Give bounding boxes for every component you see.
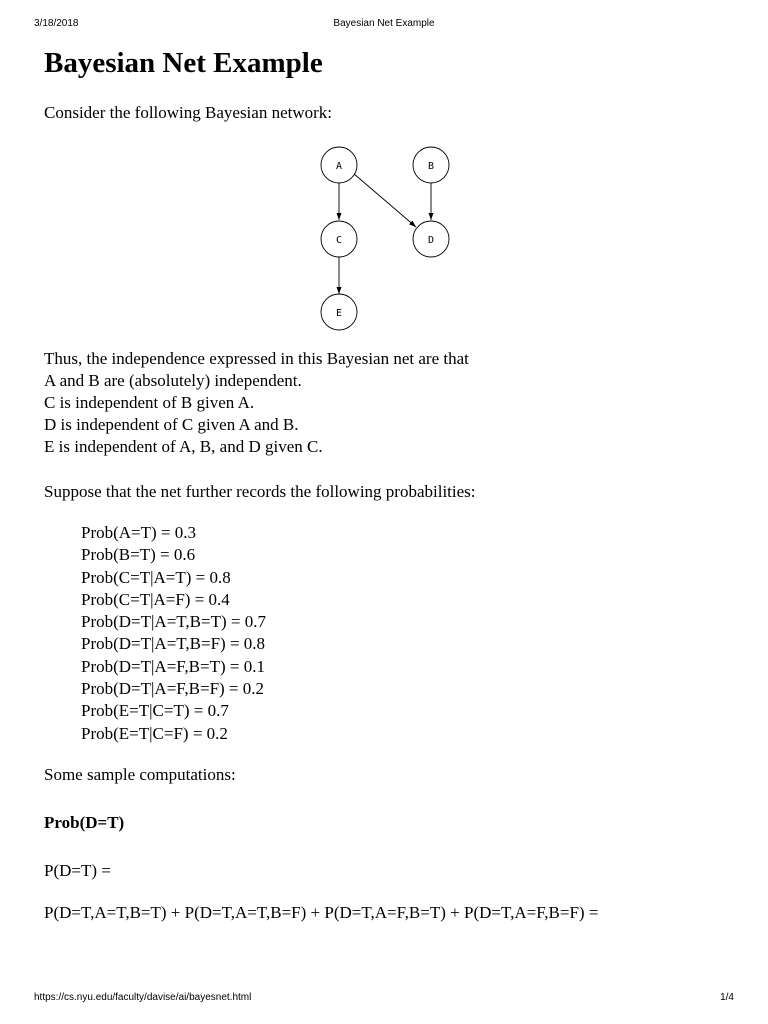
svg-text:C: C xyxy=(335,235,343,246)
node-a xyxy=(321,147,357,183)
print-title: Bayesian Net Example xyxy=(333,18,435,29)
probability-item: Prob(D=T|A=T,B=F) = 0.8 xyxy=(81,634,266,654)
node-d xyxy=(413,221,449,257)
print-footer xyxy=(0,992,768,1006)
probability-item: Prob(C=T|A=F) = 0.4 xyxy=(81,589,230,609)
edge-a-d xyxy=(353,173,416,227)
svg-text:E: E xyxy=(335,308,343,319)
probability-item: Prob(D=T|A=T,B=T) = 0.7 xyxy=(81,612,266,632)
suppose-paragraph: Suppose that the net further records the following probabilities: xyxy=(44,482,476,501)
page-title: Bayesian Net Example xyxy=(44,47,323,79)
independence-line: E is independent of A, B, and D given C. xyxy=(44,437,323,456)
independence-line: Thus, the independence expressed in this Bayesian net are that xyxy=(44,349,469,368)
probability-item: Prob(C=T|A=T) = 0.8 xyxy=(81,567,231,587)
network-svg xyxy=(314,144,454,334)
svg-text:D: D xyxy=(427,235,435,246)
node-e xyxy=(321,294,357,330)
pdt-line: P(D=T) = xyxy=(44,861,111,880)
probability-item: Prob(D=T|A=F,B=F) = 0.2 xyxy=(81,679,265,699)
probability-item: Prob(D=T|A=F,B=T) = 0.1 xyxy=(81,656,265,676)
print-header xyxy=(0,18,768,32)
print-page-number: 1/4 xyxy=(720,992,734,1003)
node-c xyxy=(321,221,357,257)
probability-item: Prob(E=T|C=F) = 0.2 xyxy=(81,723,228,743)
sample-heading: Some sample computations: xyxy=(44,765,236,784)
svg-text:B: B xyxy=(427,161,435,172)
independence-line: A and B are (absolutely) independent. xyxy=(44,371,302,390)
section-subheading: Prob(D=T) xyxy=(44,813,125,832)
probability-list xyxy=(81,522,266,745)
node-b xyxy=(413,147,449,183)
probability-item: Prob(A=T) = 0.3 xyxy=(81,523,197,542)
independence-line: D is independent of C given A and B. xyxy=(44,415,299,434)
independence-line: C is independent of B given A. xyxy=(44,393,255,412)
probability-item: Prob(E=T|C=T) = 0.7 xyxy=(81,701,229,721)
probability-item: Prob(B=T) = 0.6 xyxy=(81,545,196,565)
bayesian-network-diagram xyxy=(314,144,454,334)
print-url: https://cs.nyu.edu/faculty/davise/ai/bayesnet.html xyxy=(34,992,252,1003)
document-body xyxy=(44,44,734,922)
print-date: 3/18/2018 xyxy=(34,18,79,29)
intro-paragraph: Consider the following Bayesian network: xyxy=(44,103,333,122)
independence-paragraph xyxy=(44,348,469,458)
svg-text:A: A xyxy=(335,161,343,172)
expansion-line: P(D=T,A=T,B=T) + P(D=T,A=T,B=F) + P(D=T,A=F,B=T) + P(D=T,A=F,B=F) = xyxy=(44,903,599,922)
